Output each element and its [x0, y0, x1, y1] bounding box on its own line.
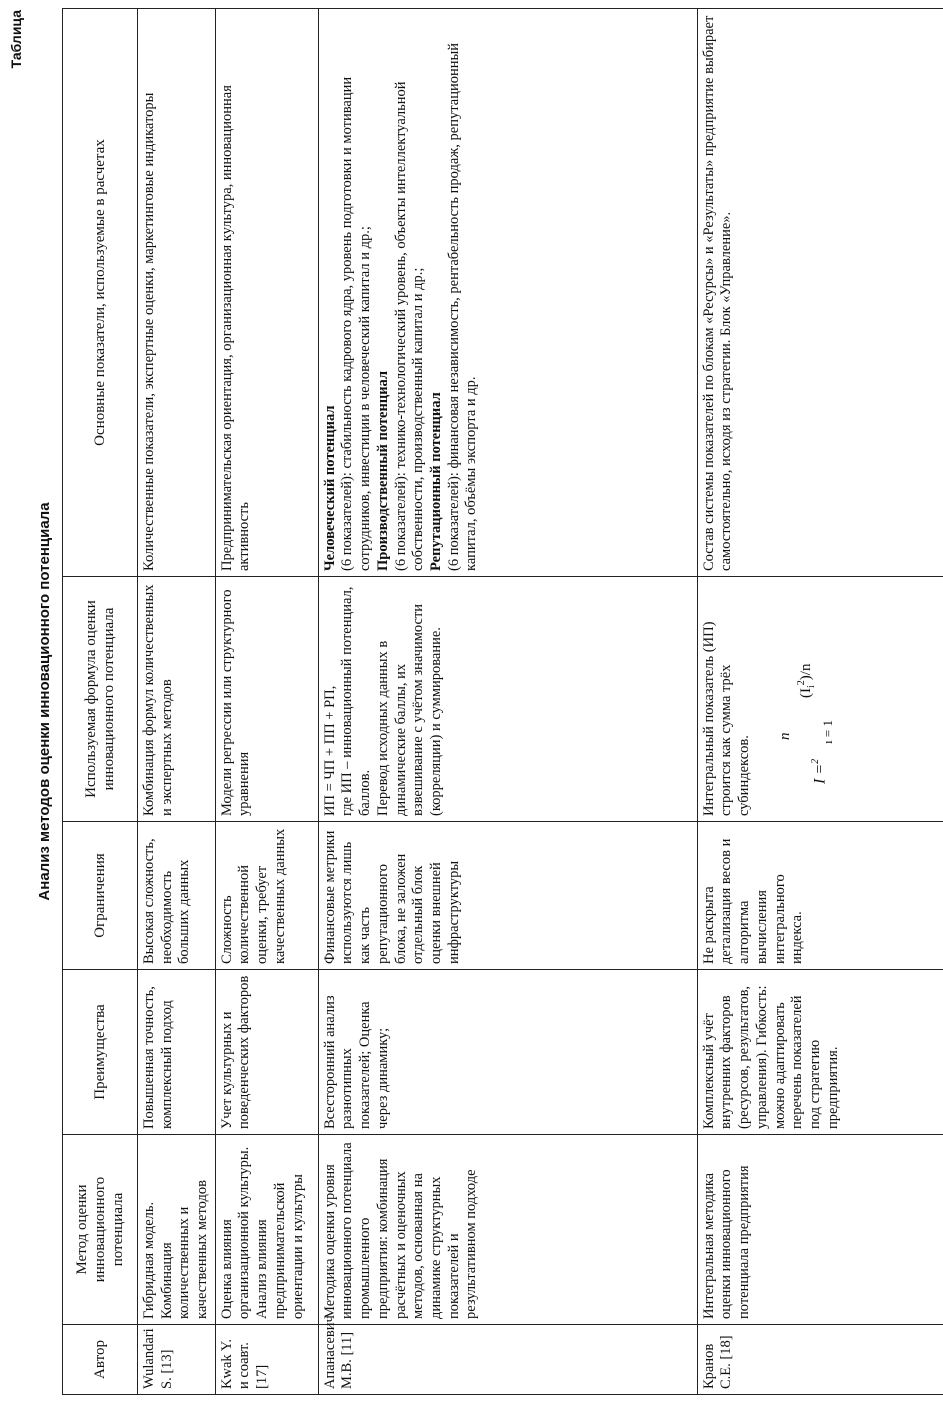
cell-author: Wulandari S. [13] [138, 1325, 216, 1395]
indicator-block-text: (6 показателей): технико-технологический уровень, объекты интеллектуальной собственности, производственный капитал и др.; [392, 81, 427, 571]
indicator-block-title: Производственный потенциал [374, 370, 391, 571]
indicator-block-title: Человеческий потенциал [321, 405, 338, 571]
header-limitations: Ограничения [63, 822, 138, 970]
formula-line-definition: где ИП – инновационный потенциал, баллов. [339, 586, 374, 816]
cell-formula: Модели регрессии или структурного уравнения [215, 577, 318, 822]
cell-limitations: Не раскрыта детализация весов и алгоритма вычисления интегрального индекса. [697, 822, 943, 970]
indicator-block-title: Репутационный потенциал [427, 392, 444, 571]
cell-method: Методика оценки уровня инновационного потенциала промышленного предприятия: комбинация расчётных и оценочных методов, основанная на динамике структурных показателей и результативном подходе [318, 1135, 697, 1325]
formula-term: $(I_i^2)/n$ [795, 663, 817, 698]
table-label: Таблица [8, 10, 24, 69]
header-method: Метод оценки инновационного потенциала [63, 1135, 138, 1325]
cell-indicators: Предпринимательская ориентация, организационная культура, инновационная активность [215, 9, 318, 577]
cell-method: Оценка влияния организационной культуры. Анализ влияния предпринимательской ориентации и культуры [215, 1135, 318, 1325]
cell-formula [697, 577, 943, 822]
cell-author: Апанасевич М.В. [11] [318, 1325, 697, 1395]
cell-limitations: Сложность количественной оценки, требует качественных данных [215, 822, 318, 970]
table-caption: Анализ методов оценки инновационного потенциала [36, 502, 53, 901]
formula-sum-upper: n [776, 732, 793, 740]
cell-advantages: Учет культурных и поведенческих факторов [215, 970, 318, 1135]
formula-sum-lower: ı = 1 [819, 720, 835, 744]
header-indicators: Основные показатели, используемые в расчетах [63, 9, 138, 577]
cell-method: Гибридная модель. Комбинация количественных и качественных методов [138, 1135, 216, 1325]
indicator-block-production [375, 14, 428, 571]
cell-advantages: Повышенная точность, комплексный подход [138, 970, 216, 1135]
header-advantages: Преимущества [63, 970, 138, 1135]
cell-formula: Комбинация формул количественных и экспертных методов [138, 577, 216, 822]
cell-indicators [318, 9, 697, 577]
cell-advantages: Всесторонний анализ разнотипных показателей; Оценка через динамику; [318, 970, 697, 1135]
header-author: Автор [63, 1325, 138, 1395]
table-row [138, 9, 216, 1395]
header-formula: Используемая формула оценки инновационного потенциала [63, 577, 138, 822]
cell-advantages: Комплексный учёт внутренних факторов (ресурсов, результатов, управления). Гибкость: можно адаптировать перечень показателей под стратегию предприятия. [697, 970, 943, 1135]
cell-indicators: Количественные показатели, экспертные оценки, маркетинговые индикаторы [138, 9, 216, 577]
integral-formula [776, 582, 846, 784]
formula-line-equation: ИП = ЧП + ПП + РП, [321, 685, 338, 816]
cell-method: Интегральная методика оценки инновационного потенциала предприятия [697, 1135, 943, 1325]
table-header-row [63, 9, 138, 1395]
formula-lhs: I =$^2$ [809, 758, 829, 784]
indicator-block-human [322, 14, 375, 571]
cell-indicators: Состав системы показателей по блокам «Ресурсы» и «Результаты» предприятие выбирает самостоятельно, исходя из стратегии. Блок «Управление». [697, 9, 943, 577]
methods-table [62, 8, 943, 1395]
cell-author: Kwak Y. и соавт. [17] [215, 1325, 318, 1395]
indicator-block-reputation [428, 14, 481, 571]
indicator-block-text: (6 показателей): стабильность кадрового ядра, уровень подготовки и мотивации сотрудников, инвестиции в человеческий капитал и др.; [339, 76, 374, 571]
table-row [697, 9, 943, 1395]
table-row [318, 9, 697, 1395]
cell-formula [318, 577, 697, 822]
table-row [215, 9, 318, 1395]
cell-author: Кранов С.Е. [18] [697, 1325, 943, 1395]
formula-description: Интегральный показатель (ИП) строится как сумма трёх субиндексов. [700, 621, 753, 816]
cell-limitations: Высокая сложность, необходимость больших данных [138, 822, 216, 970]
formula-line-procedure: Перевод исходных данных в динамические баллы, их взвешивание с учётом значимости (корреляции) и суммирование. [374, 603, 444, 816]
cell-limitations: Финансовые метрики используются лишь как часть репутационного блока, не заложен отдельный блок оценки внешней инфраструктуры [318, 822, 697, 970]
indicator-block-text: (6 показателей): финансовая независимость, рентабельность продаж, репутационный капитал, объёмы экспорта и др. [445, 43, 480, 571]
